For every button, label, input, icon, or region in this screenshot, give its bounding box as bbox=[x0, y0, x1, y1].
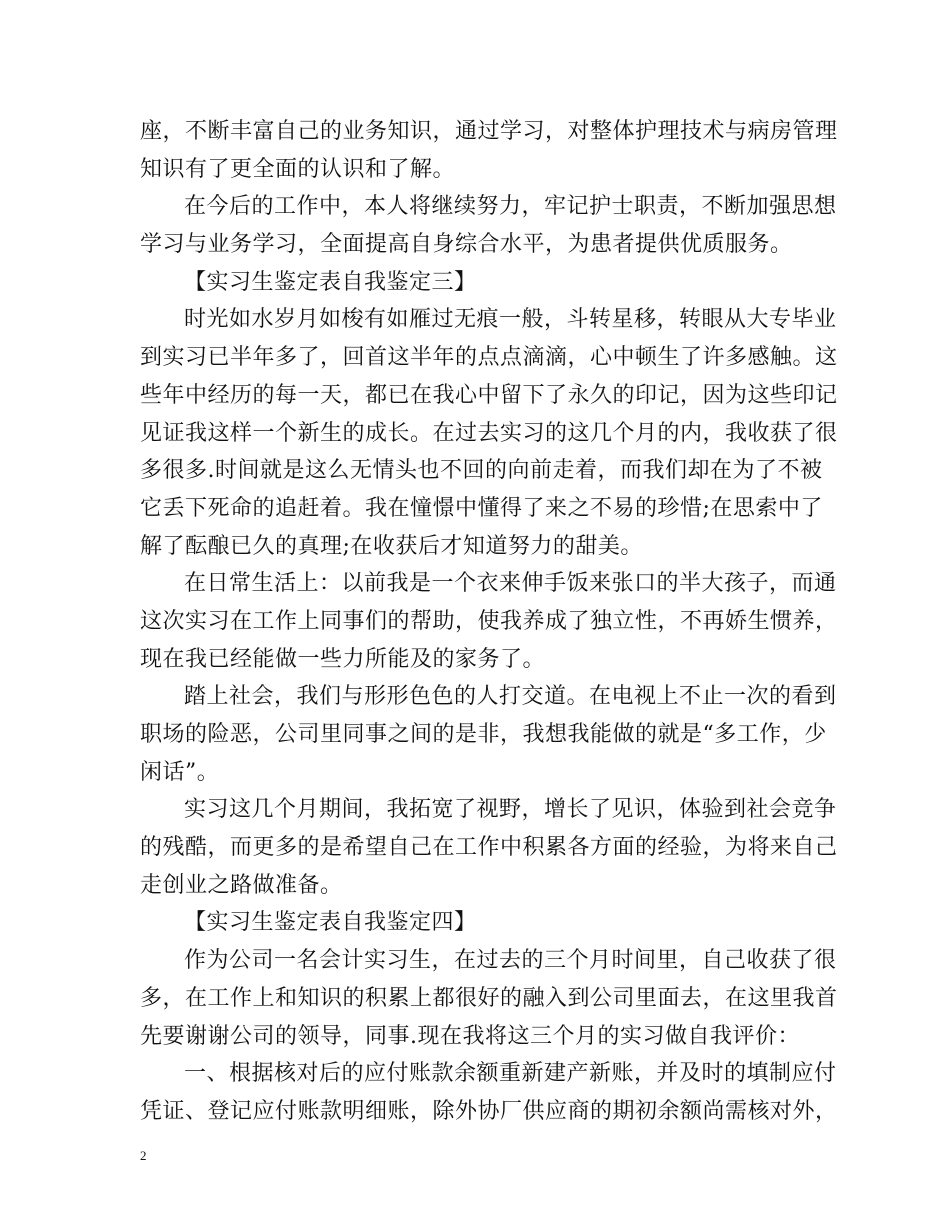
text-line: 见证我这样一个新生的成长。在过去实习的这几个月的内，我收获了很 bbox=[140, 420, 838, 446]
text-line: 在日常生活上：以前我是一个衣来伸手饭来张口的半大孩子，而通 bbox=[184, 571, 837, 597]
text-line: 到实习已半年多了，回首这半年的点点滴滴，心中顿生了许多感触。这 bbox=[140, 345, 838, 371]
text-line: 走创业之路做准备。 bbox=[140, 872, 343, 898]
text-line: 这次实习在工作上同事们的帮助，使我养成了独立性，不再娇生惯养， bbox=[140, 608, 838, 634]
text-line: 些年中经历的每一天，都已在我心中留下了永久的印记，因为这些印记 bbox=[140, 382, 838, 408]
text-line: 实习这几个月期间，我拓宽了视野，增长了见识，体验到社会竞争 bbox=[184, 797, 837, 823]
text-line: 闲话”。 bbox=[140, 759, 220, 785]
text-line: 时光如水岁月如梭有如雁过无痕一般，斗转星移，转眼从大专毕业 bbox=[184, 307, 837, 333]
text-line: 解了酝酿已久的真理;在收获后才知道努力的甜美。 bbox=[140, 533, 643, 559]
text-line: 多很多.时间就是这么无情头也不回的向前走着，而我们却在为了不被 bbox=[140, 458, 823, 484]
text-line: 一、根据核对后的应付账款余额重新建产新账，并及时的填制应付 bbox=[184, 1061, 837, 1087]
text-line: 职场的险恶，公司里同事之间的是非，我想我能做的就是“多工作，少 bbox=[140, 722, 827, 747]
text-line: 知识有了更全面的认识和了解。 bbox=[140, 156, 456, 182]
text-line: 作为公司一名会计实习生，在过去的三个月时间里，自己收获了很 bbox=[184, 948, 837, 974]
text-line: 现在我已经能做一些力所能及的家务了。 bbox=[140, 646, 546, 672]
text-line: 学习与业务学习，全面提高自身综合水平，为患者提供优质服务。 bbox=[140, 232, 793, 258]
text-line: 【实习生鉴定表自我鉴定四】 bbox=[184, 910, 477, 936]
text-line: 座，不断丰富自己的业务知识，通过学习，对整体护理技术与病房管理 bbox=[140, 119, 838, 144]
text-line: 在今后的工作中，本人将继续努力，牢记护士职责，不断加强思想 bbox=[184, 194, 837, 220]
text-line: 凭证、登记应付账款明细账，除外协厂供应商的期初余额尚需核对外， bbox=[140, 1098, 838, 1124]
text-line: 【实习生鉴定表自我鉴定三】 bbox=[184, 269, 477, 295]
text-line: 踏上社会，我们与形形色色的人打交道。在电视上不止一次的看到 bbox=[184, 684, 837, 710]
text-line: 先要谢谢公司的领导，同事.现在我将这三个月的实习做自我评价： bbox=[140, 1023, 800, 1049]
page-number: 2 bbox=[140, 1148, 147, 1163]
text-line: 的残酷，而更多的是希望自己在工作中积累各方面的经验，为将来自己 bbox=[140, 835, 838, 861]
text-line: 它丢下死命的追赶着。我在憧憬中懂得了来之不易的珍惜;在思索中了 bbox=[140, 495, 823, 521]
text-line: 多，在工作上和知识的积累上都很好的融入到公司里面去，在这里我首 bbox=[140, 985, 838, 1011]
document-body bbox=[140, 113, 838, 1131]
